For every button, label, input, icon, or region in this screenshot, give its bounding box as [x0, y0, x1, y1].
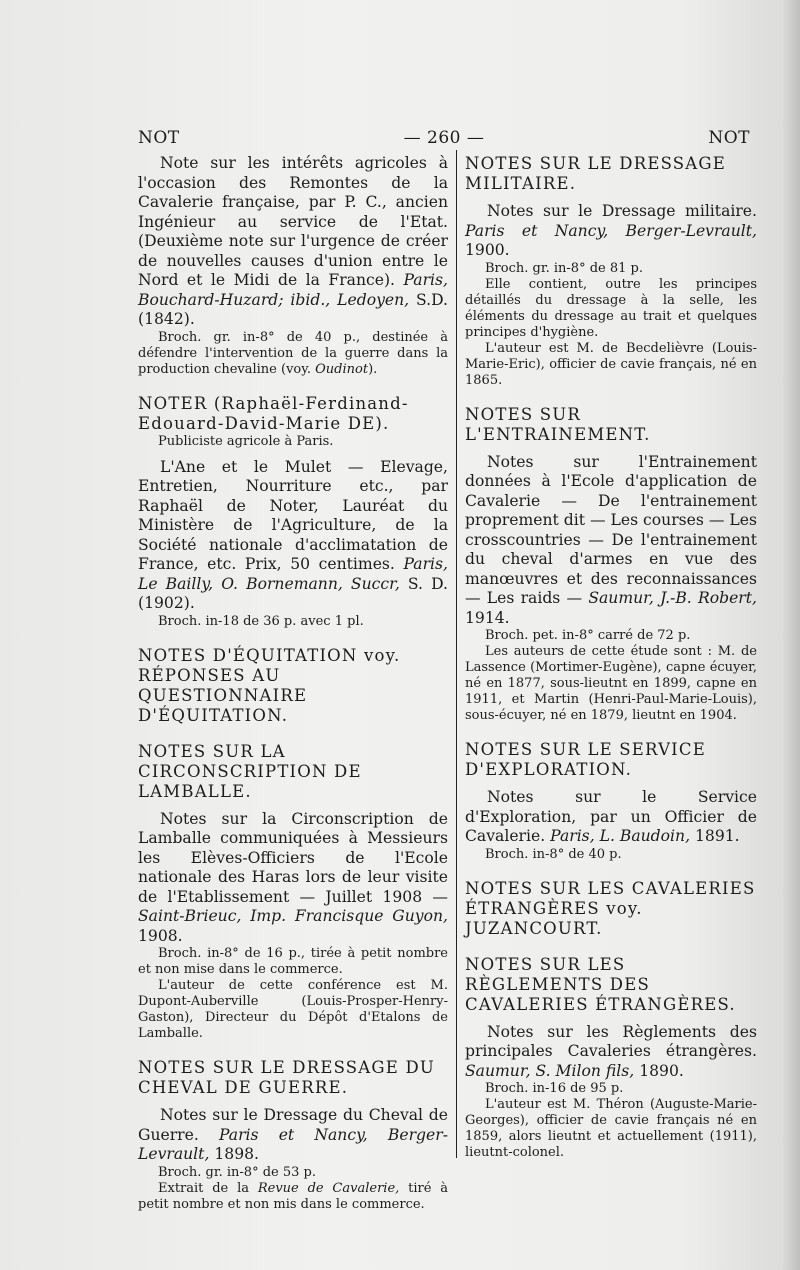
entry-text: Broch. in-8° de 40 p. — [485, 846, 622, 862]
entry-text: Broch. in-18 de 36 p. avec 1 pl. — [158, 613, 364, 629]
entry-text: Les auteurs de cette étude sont : M. de Lassence (Mortimer-Eugène), capne écuyer, né en 1877, sous-lieutnt en 1899, capne en 1911, et Martin (Henri-Paul-Marie-Louis), sous-écuyer, né en 1879, lieutnt en 1904. — [465, 644, 757, 723]
entry-heading — [465, 405, 757, 445]
entry-note — [138, 1165, 448, 1181]
entry-publisher: Saint-Brieuc, Imp. Francisque Guyon, — [138, 907, 448, 925]
entry-note — [465, 1097, 757, 1161]
entry-text: Note sur les intérêts agricoles à l'occasion des Remontes de la Cavalerie française, par P. C., ancien Ingénieur au service de l'Etat. (Deuxième note sur l'urgence de créer de nouvelles causes d'union entre le Nord et le Midi de la France). — [138, 154, 448, 289]
entry-text: Extrait de la — [158, 1180, 249, 1196]
entry-note — [138, 614, 448, 630]
entry-tail: 1898. — [209, 1145, 260, 1163]
entry-publisher: Revue de Cavalerie, — [257, 1180, 400, 1196]
entry-heading — [138, 394, 448, 434]
entry-title — [138, 810, 448, 947]
entry-text: NOTER (Raphaël-Ferdinand-Edouard-David-Marie DE). — [138, 393, 409, 433]
entry-text: Publiciste agricole à Paris. — [158, 433, 334, 449]
entry-note — [465, 341, 757, 389]
entry-title — [465, 202, 757, 261]
entry-publisher: Paris, Le Bailly, O. Bornemann, Succr, — [138, 555, 448, 593]
entry-note — [465, 277, 757, 341]
entry-text: L'auteur est M. de Becdelièvre (Louis-Marie-Eric), officier de cavie français, né en 1865. — [465, 340, 757, 388]
entry-title — [465, 453, 757, 629]
entry-text: NOTES SUR LES CAVALERIES ÉTRANGÈRES voy. JUZANCOURT. — [465, 878, 756, 938]
entry-tail: 1914. — [465, 608, 510, 627]
page-number: — 260 — — [403, 128, 485, 148]
entry-text: NOTES SUR LE DRESSAGE MILITAIRE. — [465, 154, 727, 193]
entry-text: NOTES SUR LES RÈGLEMENTS DES CAVALERIES ÉTRANGÈRES. — [465, 954, 736, 1014]
entry-tail: tiré à petit nombre et non mis dans le commerce. — [138, 1180, 448, 1212]
entry-text: L'Ane et le Mulet — Elevage, Entretien, Nourriture etc., par Raphaël de Noter, Lauréat du Ministère de l'Agriculture, de la Société nationale d'acclimatation de France, etc. Prix, 50 centimes. — [138, 457, 448, 573]
entry-text: NOTES SUR L'ENTRAINEMENT. — [465, 404, 651, 444]
left-column — [138, 154, 448, 1213]
entry-tail: ). — [368, 361, 378, 377]
running-header — [138, 128, 750, 152]
entry-heading — [138, 1058, 448, 1098]
entry-text: NOTES D'ÉQUITATION voy. RÉPONSES AU QUESTIONNAIRE D'ÉQUITATION. — [138, 645, 401, 725]
entry-text: NOTES SUR LA CIRCONSCRIPTION DE LAMBALLE. — [138, 741, 362, 801]
entry-note — [138, 946, 448, 978]
entry-text: Elle contient, outre les principes détaillés du dressage à la selle, les éléments du dressage au trait et quelques principes d'hygiène. — [465, 276, 757, 340]
entry-tail: 1891. — [690, 827, 740, 845]
entry-title — [465, 788, 757, 847]
entry-note — [465, 628, 757, 644]
entry-subtitle — [138, 434, 448, 450]
column-divider — [456, 150, 457, 1158]
entry-publisher: Saumur, S. Milon fils, — [465, 1061, 635, 1080]
entry-heading — [138, 646, 448, 726]
entry-publisher: Paris, L. Baudoin, — [550, 827, 691, 845]
entry-note — [138, 1181, 448, 1213]
entry-text: Notes sur le Dressage militaire. — [487, 202, 757, 220]
entry-note — [465, 847, 757, 863]
header-right: NOT — [708, 128, 750, 148]
entry-note — [138, 978, 448, 1042]
entry-text: Broch. in-8° de 16 p., tirée à petit nombre et non mise dans le commerce. — [138, 946, 448, 977]
entry-text: Broch. pet. in-8° carré de 72 p. — [485, 628, 691, 643]
entry-text: Notes sur les Règlements des principales Cavaleries étrangères. — [465, 1022, 757, 1060]
entry-heading — [138, 742, 448, 802]
entry-publisher: Paris et Nancy, Berger-Levrault, — [465, 221, 757, 240]
entry-text: Broch. gr. in-8° de 53 p. — [158, 1164, 316, 1180]
entry-publisher: Paris et Nancy, Berger-Levrault, — [138, 1125, 448, 1163]
entry-publisher: Oudinot — [315, 361, 369, 377]
entry-tail: 1900. — [465, 241, 510, 259]
entry-text: Notes sur l'Entrainement données à l'Ecole d'application de Cavalerie — De l'entrainement proprement dit — Les courses — Les crosscountries — De l'entrainement du cheval d'armes en vue des manœuvres et des reconnaissances — Les raids — — [465, 452, 758, 607]
entry-note — [465, 644, 757, 724]
entry-text: Broch. in-16 de 95 p. — [485, 1081, 624, 1096]
entry-title — [465, 1023, 757, 1082]
entry-text: Notes sur le Service d'Exploration, par un Officier de Cavalerie. — [465, 788, 757, 845]
entry-tail: 1908. — [138, 926, 183, 945]
entry-text: Broch. gr. in-8° de 81 p. — [485, 260, 643, 276]
entry-text: NOTES SUR LE DRESSAGE DU CHEVAL DE GUERRE. — [138, 1058, 436, 1097]
entry-publisher: Saumur, J.-B. Robert, — [588, 589, 757, 607]
entry-note — [465, 261, 757, 277]
entry-heading — [465, 740, 757, 780]
entry-title — [138, 1106, 448, 1165]
entry-publisher: Paris, Bouchard-Huzard; ibid., Ledoyen, — [138, 271, 448, 309]
entry-tail: S.D. (1842). — [138, 290, 448, 328]
entry-heading — [465, 955, 757, 1015]
entry-text: Broch. gr. in-8° de 40 p., destinée à défendre l'intervention de la guerre dans la production chevaline (voy. — [138, 329, 448, 377]
entry-note — [465, 1081, 757, 1097]
page-edge-shadow — [782, 0, 800, 1270]
entry-text: L'auteur de cette conférence est M. Dupont-Auberville (Louis-Prosper-Henry-Gaston), Directeur du Dépôt d'Etalons de Lamballe. — [138, 978, 448, 1041]
entry-note — [138, 330, 448, 378]
entry-title — [138, 154, 448, 330]
entry-text: NOTES SUR LE SERVICE D'EXPLORATION. — [465, 740, 706, 779]
entry-text: Notes sur la Circonscription de Lamballe communiquées à Messieurs les Elèves-Officiers de l'Ecole nationale des Haras lors de leur visite de l'Etablissement — Juillet 1908 — — [138, 809, 448, 906]
header-left: NOT — [138, 128, 180, 148]
entry-heading — [465, 879, 757, 939]
entry-tail: S. D. (1902). — [138, 574, 448, 612]
right-column — [465, 154, 757, 1161]
entry-heading — [465, 154, 757, 194]
entry-text: L'auteur est M. Théron (Auguste-Marie-Georges), officier de cavie français né en 1859, alors lieutnt et actuellement (1911), lieutnt-colonel. — [465, 1097, 757, 1160]
entry-title — [138, 458, 448, 614]
entry-tail: 1890. — [634, 1061, 684, 1080]
entry-text: Notes sur le Dressage du Cheval de Guerre. — [138, 1106, 448, 1144]
